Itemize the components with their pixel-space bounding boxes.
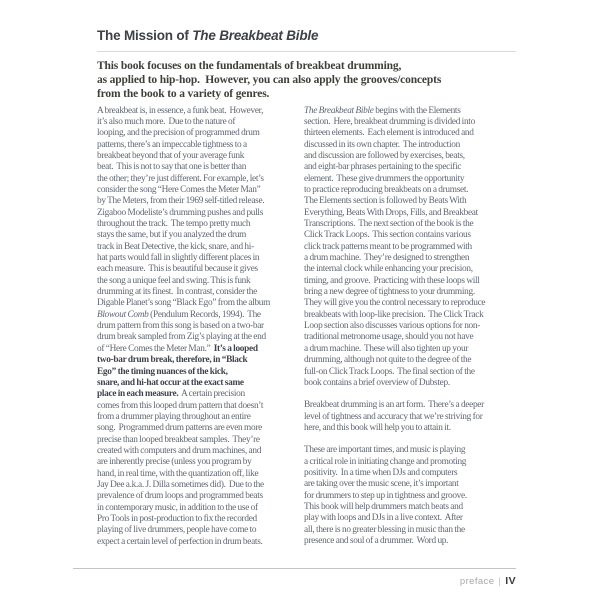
text-line: are taking over the music scene, it’s important xyxy=(304,479,459,490)
text-line: drumming, although not quite to the degree of the xyxy=(304,355,472,366)
text-line: level of tightness and accuracy that we’re striving for xyxy=(304,411,483,422)
text-line: a critical role in initiating change and promoting xyxy=(304,456,467,467)
text-line: timing, and groove. Practicing with these loops will xyxy=(304,275,480,286)
title-book-name: The Breakbeat Bible xyxy=(192,28,319,43)
text-line: precise than looped breakbeat samples. They’re xyxy=(97,434,260,445)
text-line: breakbeats with loop-like precision. The Click Track xyxy=(304,309,484,320)
text-line: hat parts would fall in slightly different places in xyxy=(97,253,260,264)
footer-section-label: preface xyxy=(459,576,495,587)
text-line: The Elements section is followed by Beats With xyxy=(304,196,467,207)
text-line: Blowout Comb (Pendulum Records, 1994). The xyxy=(97,309,261,320)
text-line: the other; they’re just different. For example, let’s xyxy=(97,173,264,184)
text-line: drumming at its finest. In contrast, consider the xyxy=(97,287,257,298)
text-line: breakbeat beyond that of your average funk xyxy=(97,150,245,161)
text-line: of “Here Comes the Meter Man.” It’s a looped xyxy=(97,343,258,354)
footer-text xyxy=(73,575,516,587)
text-line: This book will help drummers match beats and xyxy=(304,501,463,512)
text-line: the internal clock while enhancing your precision, xyxy=(304,264,473,275)
text-line: beat. This is not to say that one is better than xyxy=(97,162,247,173)
text-line: click track patterns meant to be programmed with xyxy=(304,241,472,252)
left-column xyxy=(97,106,295,548)
intro-paragraph xyxy=(97,59,516,102)
text-line: positivity. In a time when DJs and computers xyxy=(304,467,458,478)
text-line: The Breakbeat Bible begins with the Elements xyxy=(304,105,461,116)
text-line: each measure. This is beautiful because it gives xyxy=(97,264,258,275)
text-line: traditional metronome usage, should you not have xyxy=(304,332,474,343)
text-line: Zigaboo Modeliste’s drumming pushes and pulls xyxy=(97,207,264,218)
text-line: This book focuses on the fundamentals of breakbeat drumming, xyxy=(97,60,402,72)
text-line: hand, in real time, with the quantization off, like xyxy=(97,468,259,479)
text-line: prevalence of drum loops and programmed beats xyxy=(97,491,263,502)
footer-page-number: IV xyxy=(505,575,516,587)
text-line: are inherently precise (unless you program by xyxy=(97,457,252,468)
two-column-body xyxy=(97,106,516,548)
text-line: full-on Click Track Loops. The final section of the xyxy=(304,366,475,377)
title-text: The Mission of xyxy=(97,28,193,43)
text-line: two-bar drum break, therefore, in “Black xyxy=(97,355,248,366)
text-line: They will give you the control necessary to reproduce xyxy=(304,298,486,309)
paragraph xyxy=(97,59,516,102)
text-line: track in Beat Detective, the kick, snare, and hi- xyxy=(97,241,254,252)
text-line: comes from this looped drum pattern that doesn’t xyxy=(97,400,264,411)
text-line: Digable Planet’s song “Black Ego” from the album xyxy=(97,298,271,309)
text-line: a drum machine. They’re designed to strengthen xyxy=(304,253,470,264)
text-line: discussed in its own chapter. The introduction xyxy=(304,139,460,150)
page-content xyxy=(97,26,516,548)
text-line: from the book to a variety of genres. xyxy=(97,88,270,101)
paragraph xyxy=(304,400,516,434)
text-line: book contains a brief overview of Dubstep. xyxy=(304,377,450,388)
text-line: consider the song “Here Comes the Meter Man” xyxy=(97,185,261,196)
text-line: it’s also much more. Due to the nature of xyxy=(97,116,236,127)
text-line: playing of live drummers, people have come to xyxy=(97,525,257,536)
text-line: as applied to hip-hop. However, you can also apply the grooves/concepts xyxy=(97,74,442,87)
text-line: bring a new degree of tightness to your drumming. xyxy=(304,287,475,298)
text-line: Pro Tools in post-production to fix the recorded xyxy=(97,513,257,524)
text-line: and discussion are followed by exercises, beats, xyxy=(304,150,465,161)
right-column xyxy=(304,106,516,548)
text-line: thirteen elements. Each element is introduced and xyxy=(304,128,474,139)
text-line: to practice reproducing breakbeats on a drumset. xyxy=(304,185,469,196)
page-title xyxy=(97,26,516,46)
text-line: place in each measure. A certain precision xyxy=(97,389,245,400)
text-line: created with computers and drum machines, and xyxy=(97,445,262,456)
text-line: play with loops and DJs in a live context. After xyxy=(304,513,463,524)
text-line: here, and this book will help you to attain it. xyxy=(304,422,451,433)
text-line: presence and soul of a drummer. Word up. xyxy=(304,535,449,546)
paragraph xyxy=(97,106,295,548)
paragraph xyxy=(304,445,516,547)
text-line: drum pattern from this song is based on a two-bar xyxy=(97,321,264,332)
text-line: song. Programmed drum patterns are even more xyxy=(97,423,262,434)
text-line: Breakbeat drumming is an art form. There’s a deeper xyxy=(304,400,484,411)
text-line: the song a unique feel and swing. This is funk xyxy=(97,275,251,286)
text-line: for drummers to step up in tightness and groove. xyxy=(304,490,467,501)
text-line: a drum machine. These will also tighten up your xyxy=(304,343,469,354)
text-line: throughout the track. The tempo pretty much xyxy=(97,219,251,230)
text-line: stays the same, but if you analyzed the drum xyxy=(97,230,247,241)
text-line: A breakbeat is, in essence, a funk beat. However, xyxy=(97,105,264,116)
text-line: Click Track Loops. This section contains various xyxy=(304,230,471,241)
text-line: from a drummer playing throughout an entire xyxy=(97,411,251,422)
text-line: looping, and the precision of programmed drum xyxy=(97,128,260,139)
text-line: Loop section also discusses various options for non- xyxy=(304,321,481,332)
paragraph xyxy=(304,106,516,390)
text-line: all, there is no greater blessing in music than the xyxy=(304,524,465,535)
text-line: section. Here, breakbeat drumming is divided into xyxy=(304,116,475,127)
text-line: expect a certain level of perfection in drum beats. xyxy=(97,536,263,547)
text-line: in contemporary music, in addition to the use of xyxy=(97,502,258,513)
footer-separator: | xyxy=(498,576,502,587)
text-line: snare, and hi-hat occur at the exact same xyxy=(97,377,244,388)
text-line: element. These give drummers the opportunity xyxy=(304,173,465,184)
text-line: drum break sampled from Zig’s playing at the end xyxy=(97,332,266,343)
text-line: and eight-bar phrases pertaining to the specific xyxy=(304,162,462,173)
text-line: patterns, there’s an impeccable tightness to a xyxy=(97,139,247,150)
text-line: These are important times, and music is playing xyxy=(304,445,466,456)
text-line: Everything, Beats With Drops, Fills, and Breakbeat xyxy=(304,207,478,218)
footer-divider xyxy=(73,568,516,569)
title-divider xyxy=(97,51,516,52)
page-footer xyxy=(73,568,516,587)
text-line: Jay Dee a.k.a. J. Dilla sometimes did). Due to the xyxy=(97,479,264,490)
text-line: Ego” the timing nuances of the kick, xyxy=(97,366,228,377)
text-line: by The Meters, from their 1969 self-titled release. xyxy=(97,196,265,207)
text-line: Transcriptions. The next section of the book is the xyxy=(304,219,474,230)
